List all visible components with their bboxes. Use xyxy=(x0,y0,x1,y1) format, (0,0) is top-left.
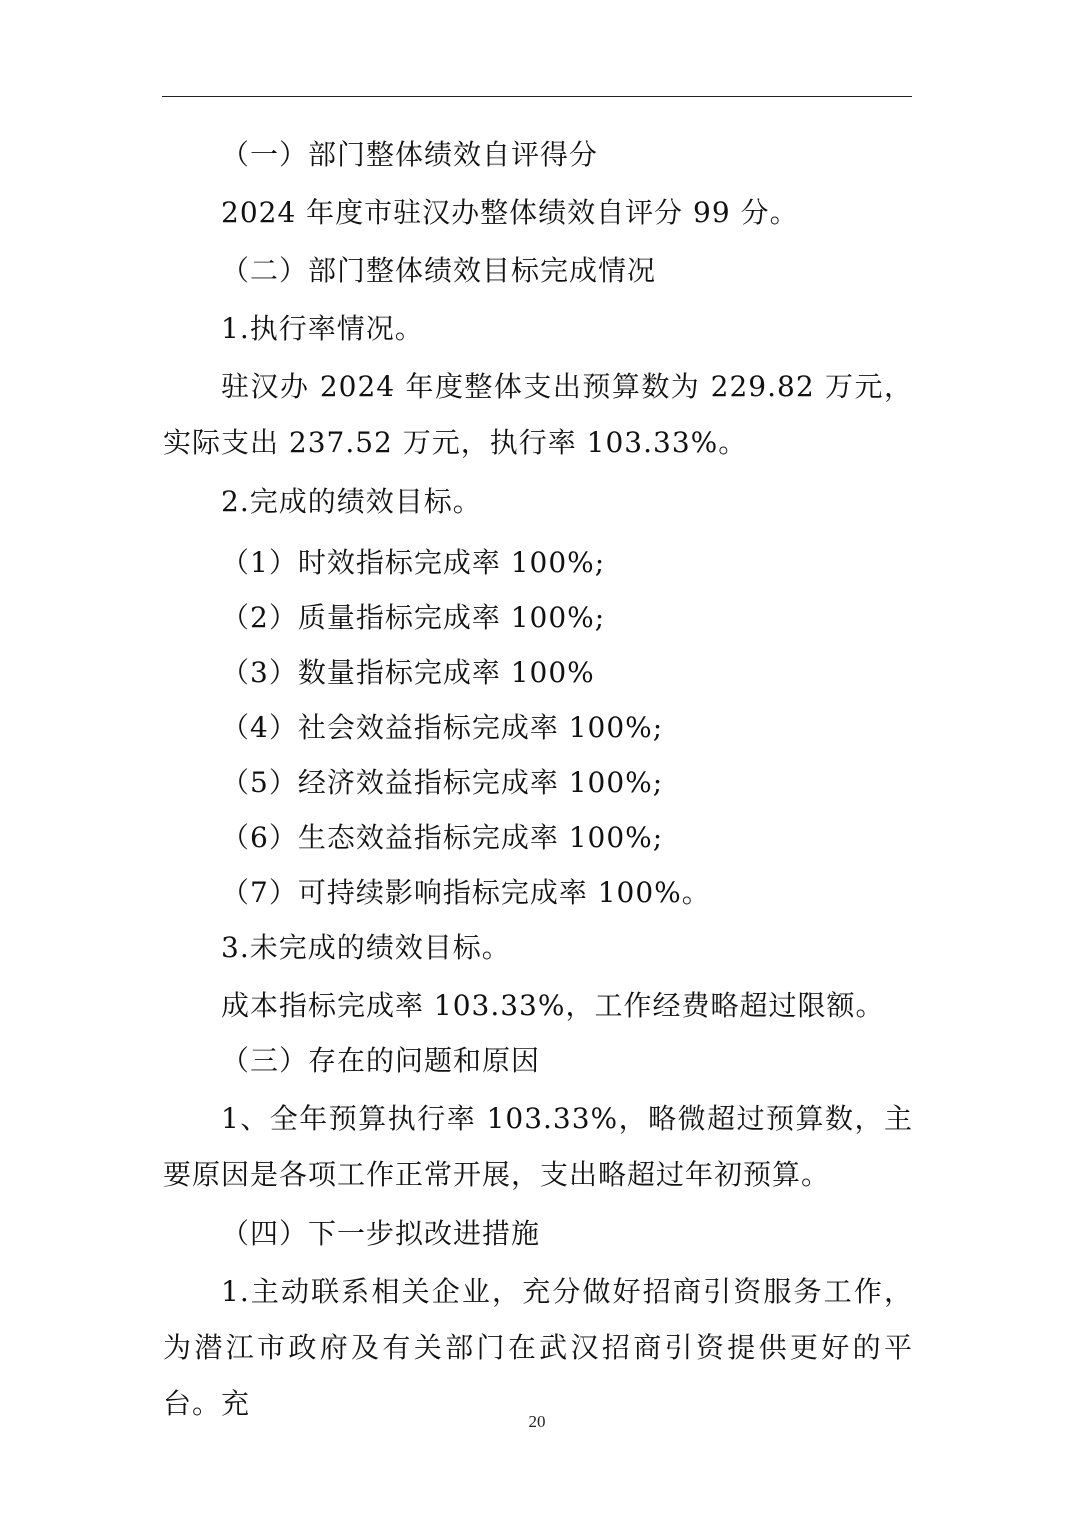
completed-goals-heading: 2.完成的绩效目标。 xyxy=(221,485,482,518)
goal-list-item: （3）数量指标完成率 100% xyxy=(221,656,595,689)
improvement-paragraph: 1.主动联系相关企业，充分做好招商引资服务工作，为潜江市政府及有关部门在武汉招商引资提供更好的平台。充 xyxy=(163,1275,913,1420)
goal-list-item: （2）质量指标完成率 100%; xyxy=(221,601,606,634)
goal-list-item: （1）时效指标完成率 100%; xyxy=(221,546,606,579)
section-heading-1: （一）部门整体绩效自评得分 xyxy=(221,138,599,171)
section-heading-2: （二）部门整体绩效目标完成情况 xyxy=(221,254,657,287)
goal-list-item: （4）社会效益指标完成率 100%; xyxy=(221,711,664,744)
document-body xyxy=(163,127,913,1432)
problems-paragraph: 1、全年预算执行率 103.33%，略微超过预算数，主要原因是各项工作正常开展，支出略超过年初预算。 xyxy=(163,1102,913,1191)
execution-rate-heading: 1.执行率情况。 xyxy=(221,312,424,345)
goal-list-item: （7）可持续影响指标完成率 100%。 xyxy=(221,876,711,909)
header-rule xyxy=(162,96,912,97)
section-heading-4: （四）下一步拟改进措施 xyxy=(221,1217,541,1250)
score-paragraph: 2024 年度市驻汉办整体绩效自评分 99 分。 xyxy=(221,196,799,229)
cost-indicator-paragraph: 成本指标完成率 103.33%，工作经费略超过限额。 xyxy=(221,989,885,1022)
goal-list-item: （6）生态效益指标完成率 100%; xyxy=(221,821,664,854)
execution-rate-paragraph: 驻汉办 2024 年度整体支出预算数为 229.82 万元，实际支出 237.52 万元，执行率 103.33%。 xyxy=(163,370,913,459)
section-heading-3: （三）存在的问题和原因 xyxy=(221,1044,541,1077)
goal-list-item: （5）经济效益指标完成率 100%; xyxy=(221,766,664,799)
page-number: 20 xyxy=(528,1412,546,1431)
uncompleted-goals-heading: 3.未完成的绩效目标。 xyxy=(221,931,511,964)
